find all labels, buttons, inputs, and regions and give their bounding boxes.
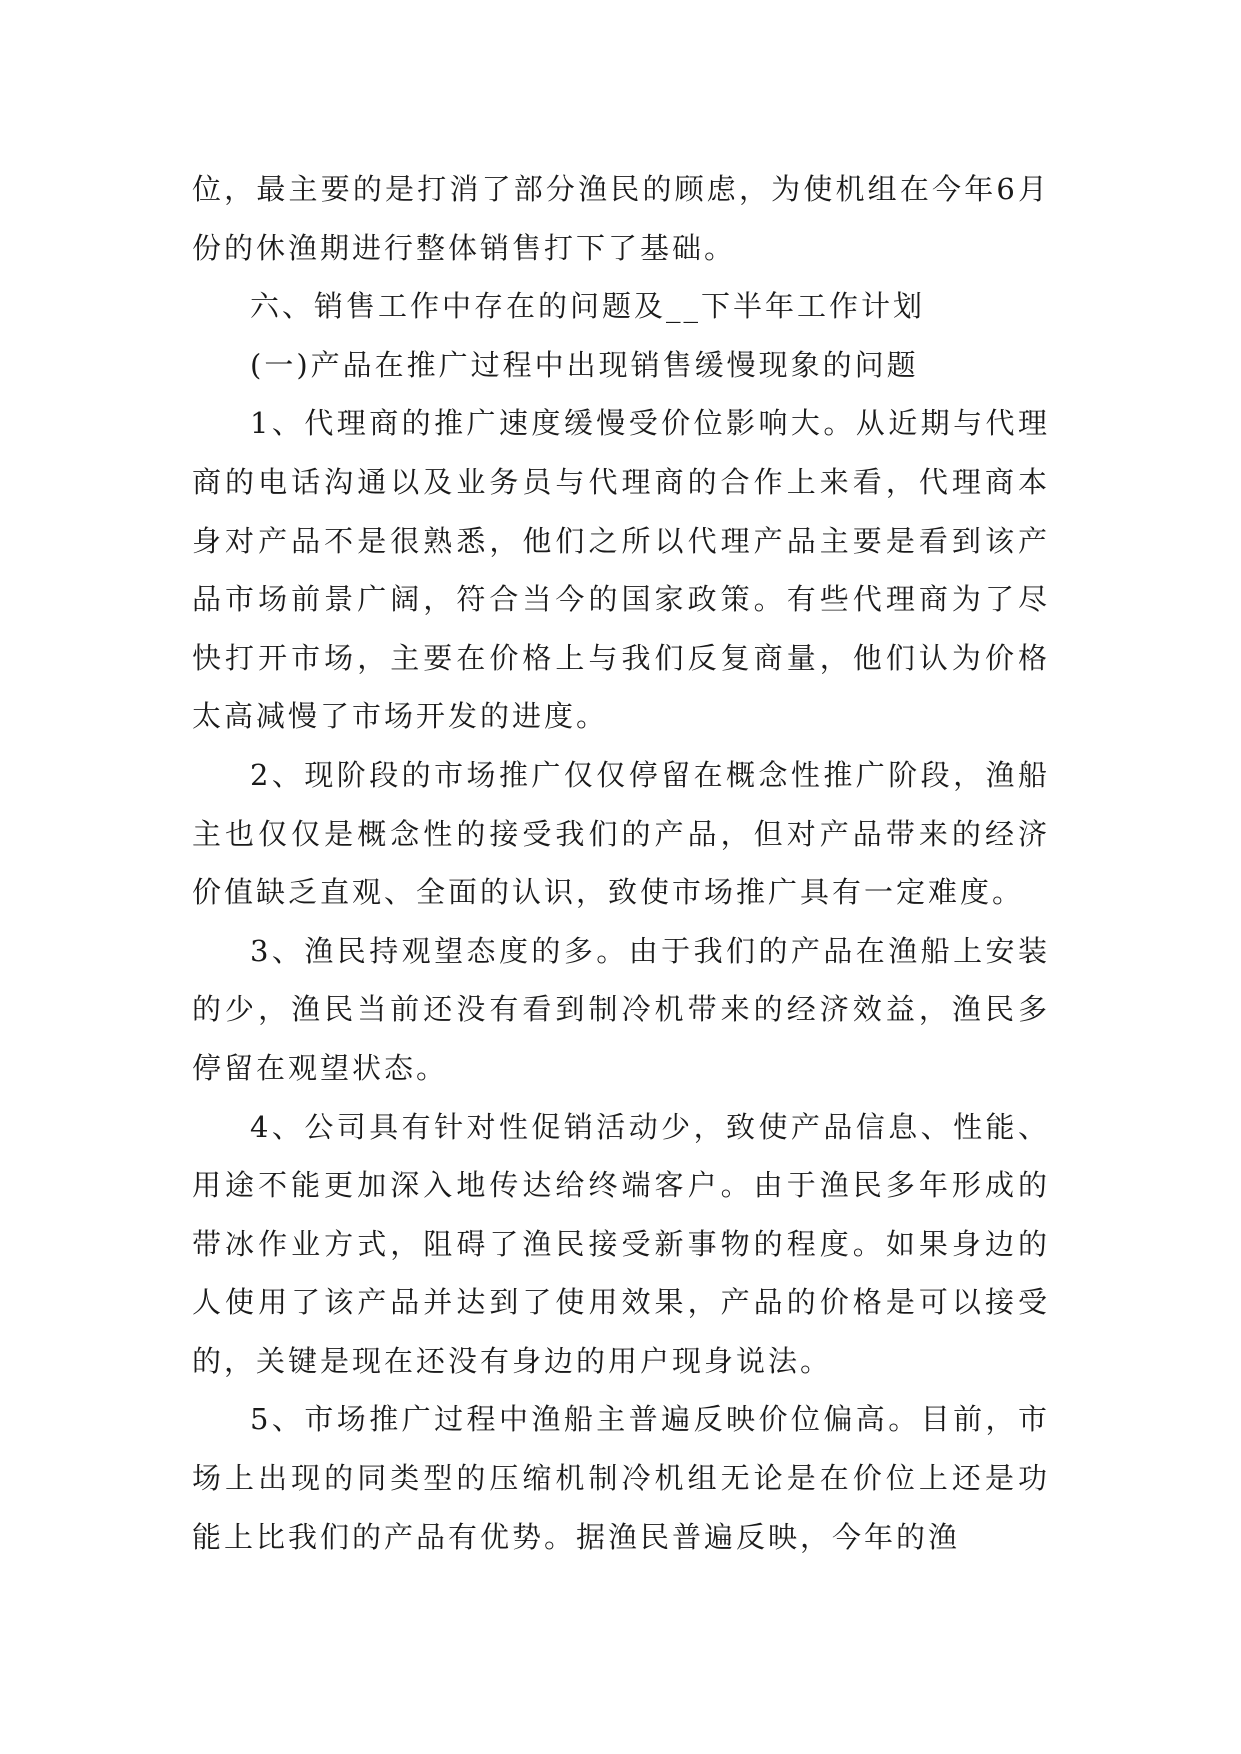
list-item-5: 5、市场推广过程中渔船主普遍反映价位偏高。目前，市场上出现的同类型的压缩机制冷机组无论是在价位上还是功能上比我们的产品有优势。据渔民普遍反映，今年的渔 [192, 1402, 1050, 1554]
subsection-heading-one: (一)产品在推广过程中出现销售缓慢现象的问题 [250, 347, 919, 382]
paragraph-continuation: 位，最主要的是打消了部分渔民的顾虑，为使机组在今年6月份的休渔期进行整体销售打下了基础。 [192, 172, 1050, 265]
list-item-1: 1、代理商的推广速度缓慢受价位影响大。从近期与代理商的电话沟通以及业务员与代理商的合作上来看，代理商本身对产品不是很熟悉，他们之所以代理产品主要是看到该产品市场前景广阔，符合当今的国家政策。有些代理商为了尽快打开市场，主要在价格上与我们反复商量，他们认为价格太高减慢了市场开发的进度。 [192, 406, 1050, 734]
list-item-3: 3、渔民持观望态度的多。由于我们的产品在渔船上安装的少，渔民当前还没有看到制冷机带来的经济效益，渔民多停留在观望状态。 [192, 933, 1050, 1085]
list-item-4: 4、公司具有针对性促销活动少，致使产品信息、性能、用途不能更加深入地传达给终端客户。由于渔民多年形成的带冰作业方式，阻碍了渔民接受新事物的程度。如果身边的人使用了该产品并达到了使用效果，产品的价格是可以接受的，关键是现在还没有身边的用户现身说法。 [192, 1109, 1050, 1378]
list-item-2: 2、现阶段的市场推广仅仅停留在概念性推广阶段，渔船主也仅仅是概念性的接受我们的产品，但对产品带来的经济价值缺乏直观、全面的认识，致使市场推广具有一定难度。 [192, 757, 1050, 910]
section-heading-six: 六、销售工作中存在的问题及__下半年工作计划 [250, 289, 926, 324]
document-body [192, 160, 1050, 1566]
